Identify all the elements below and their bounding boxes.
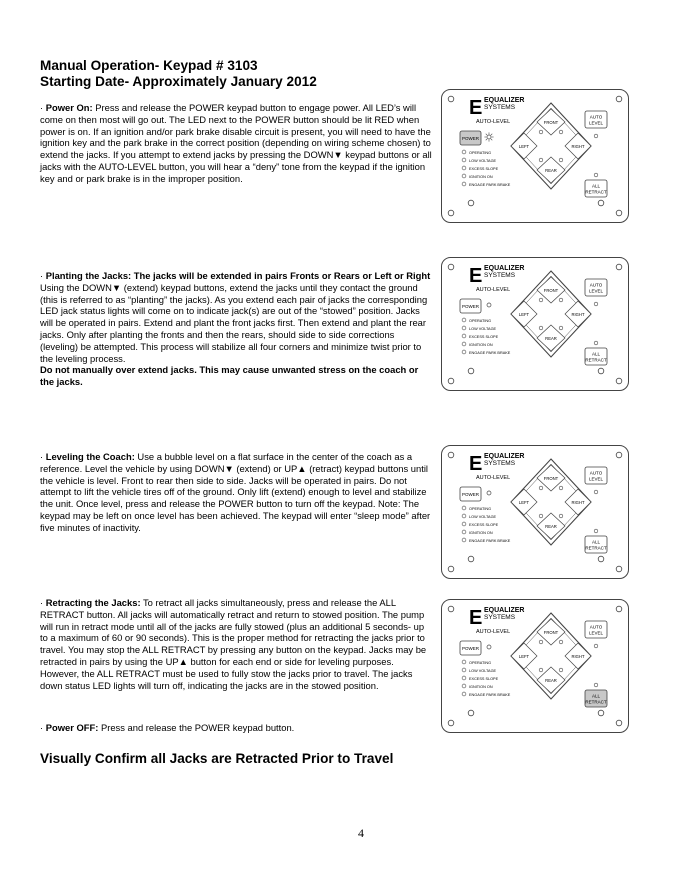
- page-number: 4: [358, 826, 364, 840]
- svg-text:ENGAGE PARK BRAKE: ENGAGE PARK BRAKE: [469, 182, 511, 187]
- section-body: Press and release the POWER keypad button.: [100, 722, 295, 733]
- svg-text:FRONT: FRONT: [543, 120, 559, 125]
- brand-line-2: SYSTEMS: [484, 272, 516, 279]
- svg-text:RIGHT: RIGHT: [571, 312, 585, 317]
- svg-text:LOW VOLTAGE: LOW VOLTAGE: [469, 158, 497, 163]
- svg-text:LEVEL: LEVEL: [588, 120, 604, 126]
- svg-text:REAR: REAR: [545, 678, 557, 683]
- footer-heading: Visually Confirm all Jacks are Retracted Prior to Travel: [40, 751, 394, 766]
- section-power-on: [40, 102, 432, 185]
- svg-text:LEFT: LEFT: [518, 654, 530, 659]
- auto-level-button[interactable]: [585, 621, 607, 638]
- svg-text:IGNITION ON: IGNITION ON: [469, 342, 493, 347]
- section-heading: Planting the Jacks: The jacks will be extended in pairs Fronts or Rears or Left or Right: [45, 270, 431, 281]
- svg-text:LEVEL: LEVEL: [588, 476, 604, 482]
- status-light: [462, 350, 511, 355]
- logo-letter: E: [469, 607, 483, 629]
- brand-line-2: SYSTEMS: [484, 460, 516, 467]
- svg-text:ENGAGE PARK BRAKE: ENGAGE PARK BRAKE: [469, 350, 511, 355]
- svg-text:RETRACT: RETRACT: [585, 357, 607, 363]
- logo-letter: E: [469, 97, 483, 119]
- svg-text:OPERATING: OPERATING: [469, 660, 492, 665]
- bullet: ·: [40, 597, 44, 608]
- bullet: ·: [40, 270, 44, 281]
- svg-text:RETRACT: RETRACT: [585, 189, 607, 195]
- logo-letter: E: [469, 265, 483, 287]
- svg-text:REAR: REAR: [545, 524, 557, 529]
- svg-text:ENGAGE PARK BRAKE: ENGAGE PARK BRAKE: [469, 692, 511, 697]
- svg-text:POWER: POWER: [461, 304, 480, 309]
- power-button[interactable]: [460, 131, 481, 145]
- svg-text:AUTO: AUTO: [589, 624, 603, 630]
- bullet: ·: [40, 722, 44, 733]
- brand-line-1: EQUALIZER: [484, 265, 525, 272]
- brand-line-1: EQUALIZER: [484, 607, 525, 614]
- section-body: Use a bubble level on a flat surface in the center of the coach as a reference. Level the vehicle by using DOWN▼ (extend) or UP▲ (retract) keypad buttons until the vehicle is level. Front to rear then side to side. Jacks will be operated in pairs. Do not attempt to lift the vehicle tires off of the ground. Only lift (extend) enough to level and stabilize the unit. Once level, press and release the POWER button to turn off the keypad. Note: The keypad may be left on once level has been achieved. The keypad will enter “sleep mode” after five minutes of inactivity.: [40, 451, 431, 533]
- svg-text:REAR: REAR: [545, 336, 557, 341]
- svg-text:LEFT: LEFT: [518, 144, 530, 149]
- keypad-diagram-planting: [441, 257, 629, 391]
- svg-text:AUTO: AUTO: [589, 114, 603, 120]
- auto-level-title: AUTO-LEVEL: [476, 287, 511, 293]
- svg-text:RETRACT: RETRACT: [585, 545, 607, 551]
- auto-level-button[interactable]: [585, 279, 607, 296]
- svg-text:LOW VOLTAGE: LOW VOLTAGE: [469, 326, 497, 331]
- svg-text:AUTO: AUTO: [589, 282, 603, 288]
- power-button[interactable]: [460, 641, 481, 655]
- title-line-1: Manual Operation- Keypad # 3103: [40, 58, 258, 73]
- section-body: To retract all jacks simultaneously, press and release the ALL RETRACT button. All jacks will automatically retract and return to stowed position. The pump will run in retract mode until all of the jacks are fully stowed (plus an additional 5 seconds- up to a maximum of 60 or 90 seconds). This is the proper method for retracting the jacks prior to travel. You may stop the ALL RETRACT by pressing any button on the keypad. Jacks may be retracted in pairs by using the UP▲ button for each end or side for leveling purposes. However, the ALL RETRACT must be used to fully stow the jacks prior to travel. The jacks down status LED lights will turn off, indicating the jacks are in the stowed position.: [40, 597, 427, 691]
- svg-text:LEVEL: LEVEL: [588, 630, 604, 636]
- svg-text:REAR: REAR: [545, 168, 557, 173]
- bullet: ·: [40, 451, 44, 462]
- svg-text:RIGHT: RIGHT: [571, 654, 585, 659]
- svg-text:AUTO: AUTO: [589, 470, 603, 476]
- auto-level-title: AUTO-LEVEL: [476, 475, 511, 481]
- svg-text:OPERATING: OPERATING: [469, 506, 492, 511]
- svg-text:IGNITION ON: IGNITION ON: [469, 174, 493, 179]
- svg-text:ALL: ALL: [591, 693, 601, 699]
- status-light: [462, 538, 511, 543]
- section-heading: Retracting the Jacks:: [45, 597, 141, 608]
- section-heading: Power OFF:: [45, 722, 99, 733]
- auto-level-button[interactable]: [585, 111, 607, 128]
- keypad-diagram-leveling: [441, 445, 629, 579]
- status-light: [462, 182, 511, 187]
- section-power-off: [40, 722, 432, 734]
- svg-text:RIGHT: RIGHT: [571, 144, 585, 149]
- svg-text:EXCESS SLOPE: EXCESS SLOPE: [469, 166, 499, 171]
- svg-text:ENGAGE PARK BRAKE: ENGAGE PARK BRAKE: [469, 538, 511, 543]
- all-retract-button[interactable]: [585, 180, 607, 197]
- svg-text:ALL: ALL: [591, 539, 601, 545]
- section-body: Using the DOWN▼ (extend) keypad buttons, extend the jacks until they contact the ground (this is referred to as “planting” the jacks). As you extend each pair of jacks the corresponding LED jack status lights will come on to indicate jack(s) are out of the “stowed” position. Jacks will be operated in pairs. Extend and plant the front jacks first. Then extend and plant the rear jacks. Only after planting the fronts and then the rears, should side to side corrections (leveling) be attempted. This process will stabilize all four corners and minimize twist prior to the leveling process.: [40, 281, 428, 364]
- svg-text:OPERATING: OPERATING: [469, 318, 492, 323]
- svg-text:POWER: POWER: [461, 646, 480, 651]
- brand-line-1: EQUALIZER: [484, 453, 525, 460]
- section-body: Press and release the POWER keypad button to engage power. All LED’s will come on then most will go out. The LED next to the POWER button should be lit RED when power is on. If an ignition and/or park brake disable circuit is present, you will need to have the ignition key and the park brake in the correct position (depending on wiring scheme chosen) to extend the jacks. If you attempt to extend jacks by pressing the DOWN▼ keypad buttons or all jacks with the AUTO-LEVEL button, you will hear a “deny” tone from the keypad if the ignition key and or park brake is in the improper position.: [40, 102, 432, 184]
- keypad-diagram-power-on: [441, 89, 629, 223]
- auto-level-title: AUTO-LEVEL: [476, 629, 511, 635]
- all-retract-button[interactable]: [585, 536, 607, 553]
- section-retracting-jacks: [40, 597, 432, 691]
- status-light: [462, 692, 511, 697]
- svg-text:POWER: POWER: [461, 136, 480, 141]
- svg-text:LEVEL: LEVEL: [588, 288, 604, 294]
- svg-text:ALL: ALL: [591, 351, 601, 357]
- svg-text:LOW VOLTAGE: LOW VOLTAGE: [469, 668, 497, 673]
- svg-text:FRONT: FRONT: [543, 630, 559, 635]
- section-heading: Power On:: [45, 102, 93, 113]
- section-leveling-coach: [40, 451, 432, 534]
- brand-line-2: SYSTEMS: [484, 104, 516, 111]
- auto-level-title: AUTO-LEVEL: [476, 119, 511, 125]
- svg-text:LOW VOLTAGE: LOW VOLTAGE: [469, 514, 497, 519]
- auto-level-button[interactable]: [585, 467, 607, 484]
- svg-text:OPERATING: OPERATING: [469, 150, 492, 155]
- svg-text:FRONT: FRONT: [543, 476, 559, 481]
- brand-line-2: SYSTEMS: [484, 614, 516, 621]
- keypad-diagram-retracting: [441, 599, 629, 733]
- all-retract-button[interactable]: [585, 690, 607, 707]
- brand-line-1: EQUALIZER: [484, 97, 525, 104]
- svg-text:IGNITION ON: IGNITION ON: [469, 684, 493, 689]
- svg-text:LEFT: LEFT: [518, 312, 530, 317]
- svg-text:ALL: ALL: [591, 183, 601, 189]
- svg-text:LEFT: LEFT: [518, 500, 530, 505]
- svg-text:POWER: POWER: [461, 492, 480, 497]
- svg-text:RETRACT: RETRACT: [585, 699, 607, 705]
- section-heading: Leveling the Coach:: [45, 451, 135, 462]
- power-button[interactable]: [460, 299, 481, 313]
- bullet: ·: [40, 102, 44, 113]
- page-title: [40, 58, 317, 90]
- svg-text:IGNITION ON: IGNITION ON: [469, 530, 493, 535]
- section-planting-jacks: [40, 270, 432, 388]
- svg-text:RIGHT: RIGHT: [571, 500, 585, 505]
- logo-letter: E: [469, 453, 483, 475]
- title-line-2: Starting Date- Approximately January 2012: [40, 74, 317, 89]
- section-warning: Do not manually over extend jacks. This may cause unwanted stress on the coach or the jacks.: [40, 364, 419, 388]
- svg-text:EXCESS SLOPE: EXCESS SLOPE: [469, 522, 499, 527]
- power-button[interactable]: [460, 487, 481, 501]
- svg-text:EXCESS SLOPE: EXCESS SLOPE: [469, 334, 499, 339]
- all-retract-button[interactable]: [585, 348, 607, 365]
- svg-text:FRONT: FRONT: [543, 288, 559, 293]
- svg-text:EXCESS SLOPE: EXCESS SLOPE: [469, 676, 499, 681]
